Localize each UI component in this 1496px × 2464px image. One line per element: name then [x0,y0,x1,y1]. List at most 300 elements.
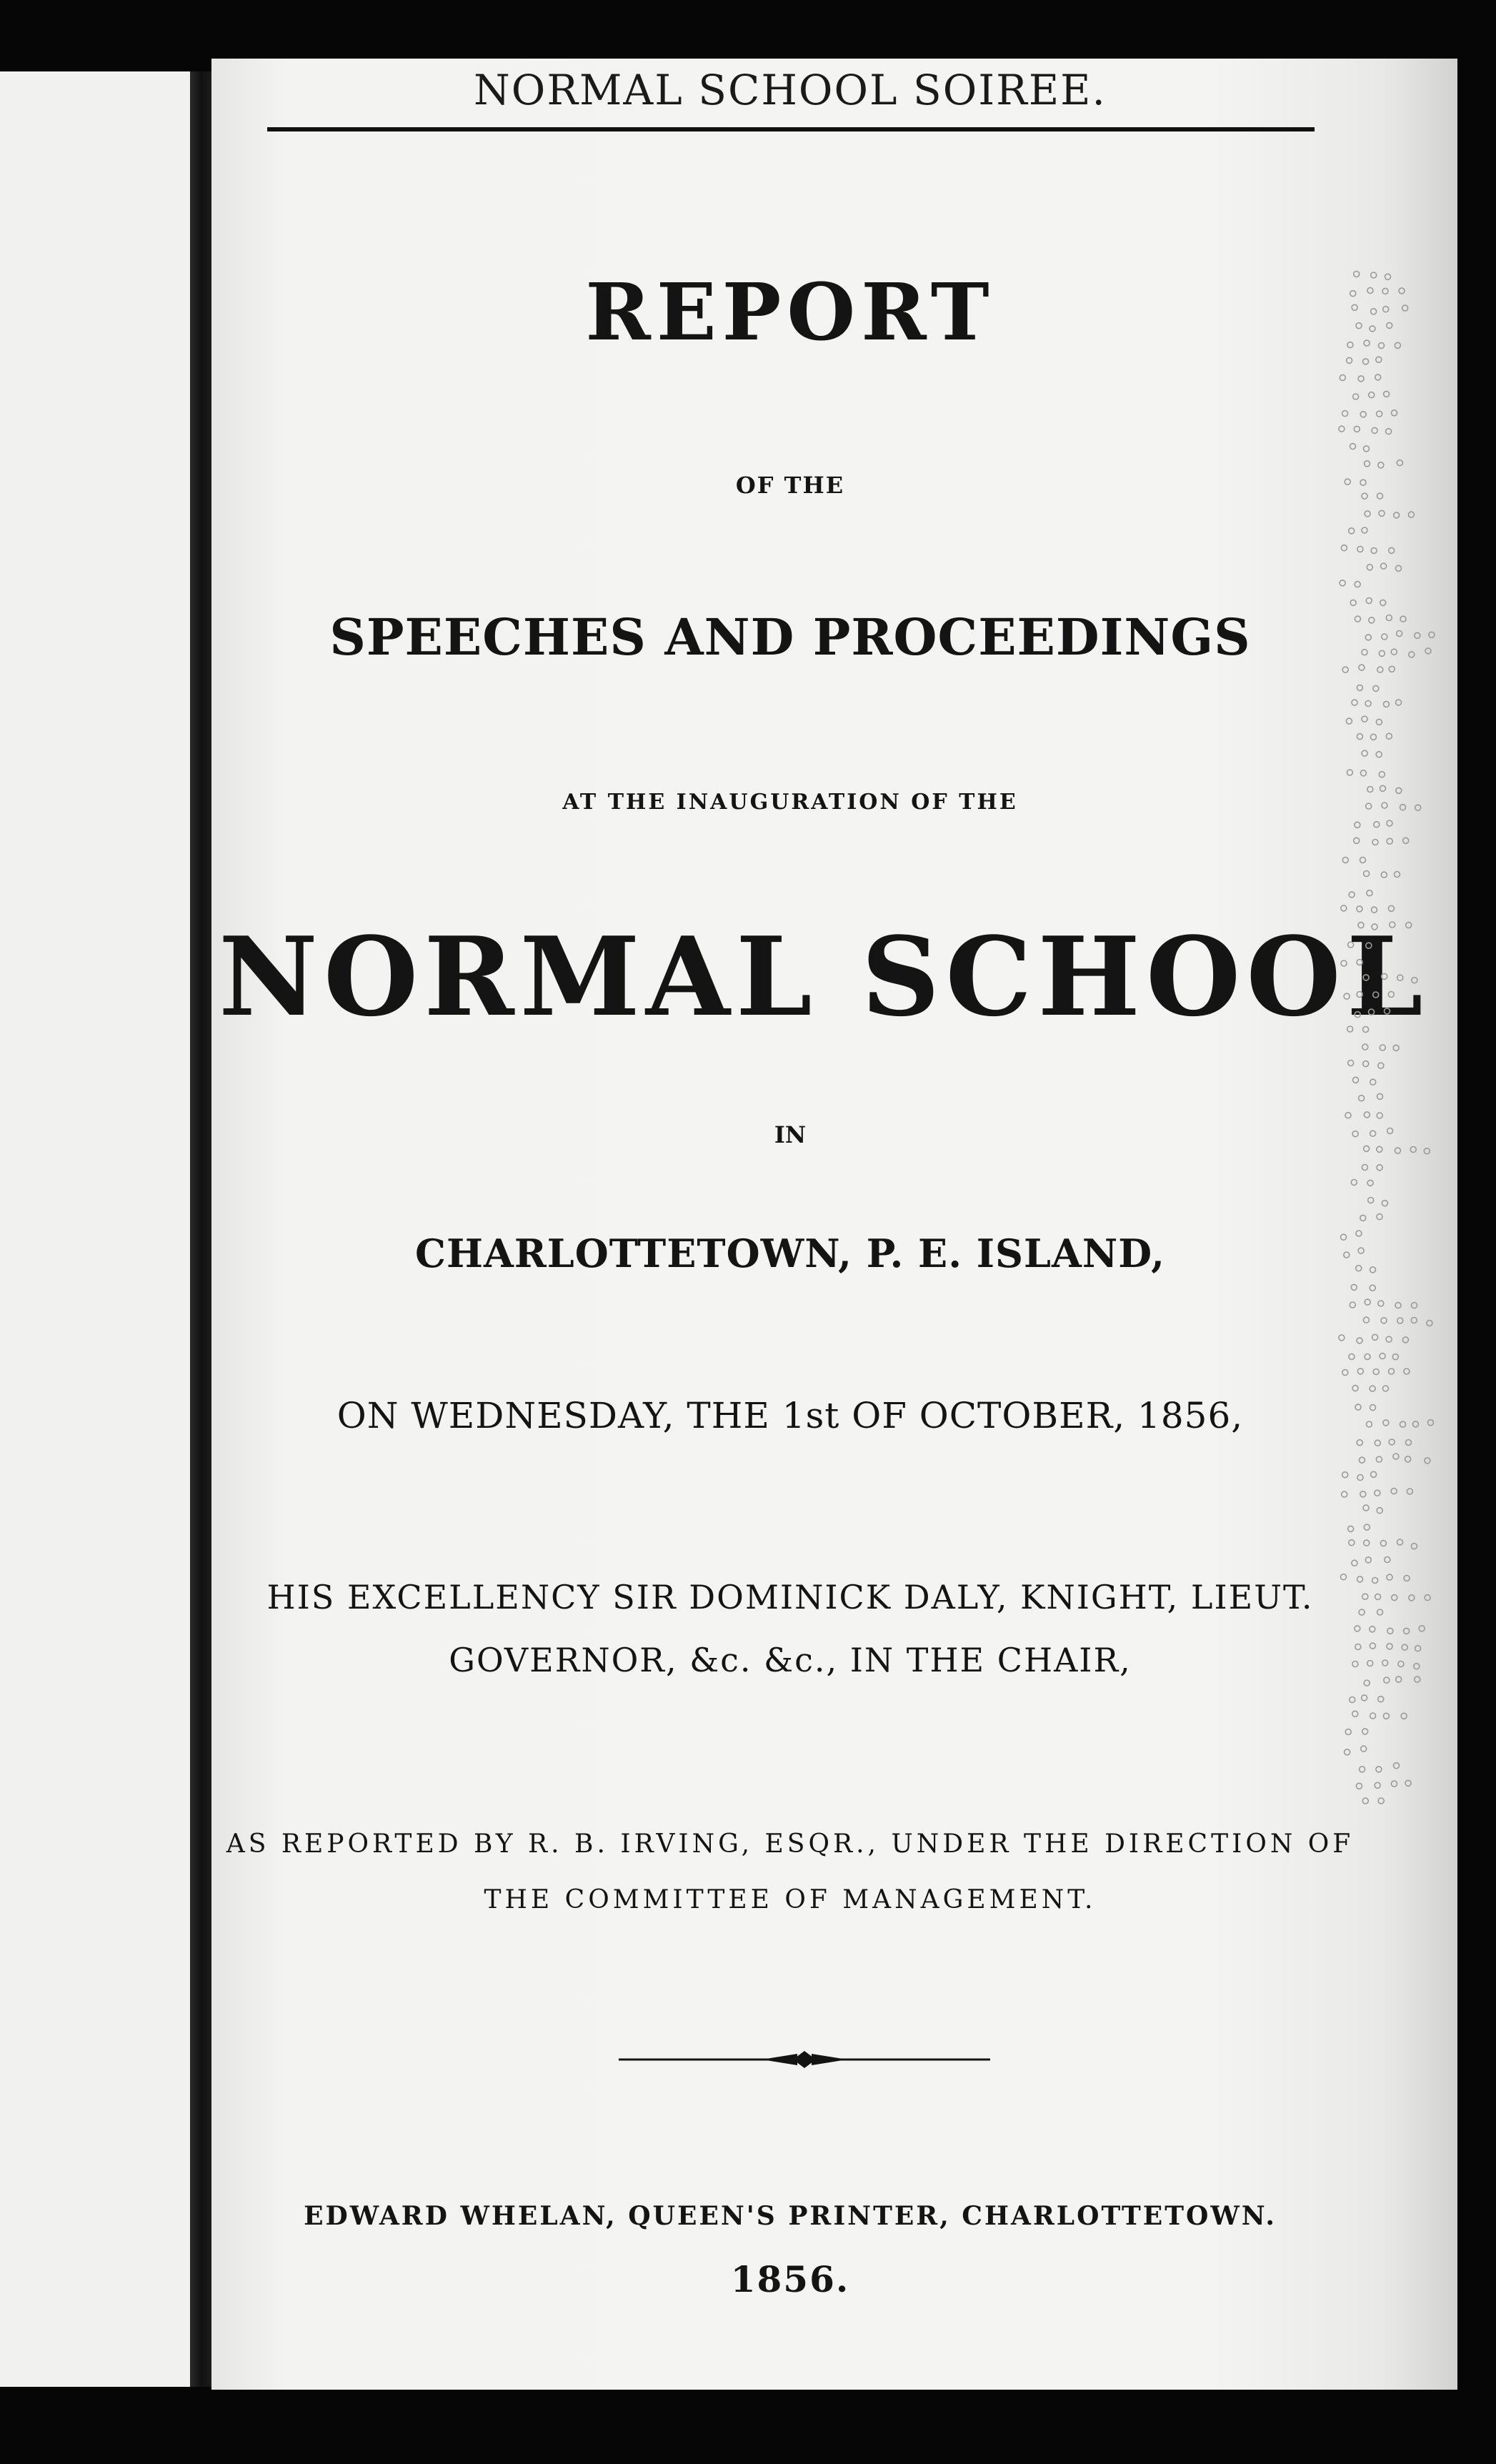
perforation-hole [1374,822,1380,828]
perforation-hole [1377,1113,1382,1118]
perforation-hole [1369,1009,1375,1015]
perforation-hole [1404,1576,1410,1581]
perforation-hole [1404,1368,1410,1374]
perforation-hole [1353,394,1359,399]
perforation-hole [1378,1063,1384,1068]
perforation-hole [1387,322,1392,328]
perforation-hole [1352,1131,1358,1137]
perforation-hole [1380,1541,1386,1546]
perforation-hole [1356,1231,1362,1236]
perforation-hole [1384,391,1390,397]
perforation-hole [1402,1644,1407,1650]
perforation-hole [1362,1729,1368,1734]
title-page [211,59,1457,2390]
perforation-hole [1344,1252,1350,1258]
perforation-hole [1372,924,1377,930]
perforation-hole [1359,1609,1365,1615]
perforation-hole [1345,1749,1350,1755]
perforation-hole [1347,357,1352,363]
perforation-hole [1360,1767,1365,1772]
perforation-hole [1362,1165,1367,1171]
perforation-hole [1355,616,1360,622]
perforation-hole [1386,615,1392,621]
facing-blank-page [0,71,201,2387]
perforation-hole [1371,548,1377,554]
perforation-hole [1370,1267,1376,1273]
perforation-hole [1397,1539,1403,1545]
perforation-hole [1377,1146,1382,1152]
perforation-hole [1425,648,1431,654]
perforation-hole [1371,1471,1377,1477]
perforation-hole [1357,1475,1363,1481]
perforation-hole [1349,1540,1355,1546]
perforation-hole [1413,1421,1419,1427]
perforation-hole [1384,1677,1390,1683]
perforation-hole [1383,1420,1389,1426]
perforation-hole [1377,1214,1382,1220]
perforation-hole [1339,426,1345,432]
perforation-hole [1379,510,1385,516]
perforation-hole [1382,803,1387,808]
perforation-hole [1366,1421,1372,1427]
perforation-hole [1359,1096,1365,1101]
perforation-hole [1362,493,1367,499]
year-line: 1856. [730,2258,850,2300]
perforation-hole [1396,788,1402,793]
perforation-hole [1354,272,1360,277]
perforation-hole [1356,1783,1362,1789]
perforation-hole [1387,1574,1392,1580]
perforation-hole [1391,1489,1397,1494]
perforation-hole [1395,1148,1400,1153]
perforation-hole [1371,272,1377,278]
perforation-hole [1376,1456,1382,1462]
perforation-hole [1373,1369,1379,1375]
perforation-hole [1391,649,1397,655]
ornamental-rule [619,2045,990,2074]
perforation-hole [1373,992,1379,998]
perforation-hole [1370,1626,1375,1632]
reported-line-1: AS REPORTED BY R. B. IRVING, ESQR., UNDER THE DIRECTION OF [226,1829,1355,1859]
perforation-hole [1381,563,1387,569]
perforation-hole [1366,803,1372,809]
perforation-hole [1358,923,1364,928]
perforation-hole [1365,1299,1370,1305]
perforation-hole [1350,291,1356,297]
perforation-hole [1356,323,1362,329]
perforation-hole [1349,892,1355,898]
perforation-hole [1363,1317,1369,1323]
perforation-hole [1345,479,1350,485]
perforation-hole [1383,701,1389,707]
perforation-hole [1367,1661,1373,1666]
perforation-hole [1377,1609,1383,1615]
report-title: REPORT [585,266,995,358]
perforation-hole [1378,1798,1384,1804]
perforation-hole [1372,427,1377,433]
perforation-hole [1367,288,1373,294]
stitching-perforations [1326,266,1440,1838]
perforation-hole [1387,820,1392,826]
perforation-hole [1364,1524,1370,1530]
perforation-hole [1393,1454,1399,1459]
perforation-hole [1357,685,1362,690]
chair-line-1: HIS EXCELLENCY SIR DOMINICK DALY, KNIGHT, LIEUT. [266,1578,1314,1616]
perforation-hole [1355,582,1360,587]
perforation-hole [1412,978,1417,983]
perforation-hole [1386,1336,1392,1342]
perforation-hole [1355,822,1360,828]
perforation-hole [1375,1594,1381,1599]
perforation-hole [1375,1440,1380,1446]
perforation-hole [1408,512,1414,517]
perforation-hole [1406,923,1412,928]
perforation-hole [1397,975,1403,980]
perforation-hole [1370,734,1376,740]
perforation-hole [1360,480,1366,485]
perforation-hole [1383,307,1389,312]
perforation-hole [1377,1508,1382,1514]
perforation-hole [1352,1560,1357,1566]
perforation-hole [1400,1421,1406,1427]
perforation-hole [1342,667,1348,672]
perforation-hole [1357,1440,1362,1446]
perforation-hole [1360,1215,1366,1221]
perforation-hole [1364,1112,1370,1118]
perforation-hole [1429,632,1435,637]
perforation-hole [1419,1626,1425,1631]
perforation-hole [1352,700,1357,705]
perforation-hole [1362,1044,1368,1050]
perforation-hole [1405,1456,1411,1462]
perforation-hole [1395,872,1400,878]
perforation-hole [1365,1354,1370,1360]
perforation-hole [1364,1146,1370,1151]
perforation-hole [1371,309,1377,314]
perforation-hole [1355,1626,1360,1631]
perforation-hole [1392,1595,1397,1601]
perforation-hole [1372,1334,1378,1340]
perforation-hole [1415,805,1421,810]
perforation-hole [1360,412,1366,417]
perforation-hole [1376,752,1382,757]
perforation-hole [1382,634,1387,640]
perforation-hole [1395,342,1400,348]
perforation-hole [1347,1026,1353,1032]
perforation-hole [1361,1746,1367,1752]
perforation-hole [1380,1045,1385,1050]
perforation-hole [1362,650,1367,655]
perforation-hole [1370,1386,1375,1391]
place-line: CHARLOTTETOWN, P. E. ISLAND, [415,1231,1165,1276]
perforation-hole [1397,1318,1403,1323]
perforation-hole [1340,580,1345,586]
perforation-hole [1387,1628,1393,1634]
perforation-hole [1370,1079,1376,1085]
perforation-hole [1350,1697,1355,1703]
perforation-hole [1342,1491,1347,1497]
perforation-hole [1360,770,1366,776]
perforation-hole [1392,1781,1397,1787]
perforation-hole [1376,357,1382,362]
perforation-hole [1358,1248,1364,1253]
perforation-hole [1388,992,1394,998]
perforation-hole [1369,617,1375,623]
perforation-hole [1341,960,1347,966]
perforation-hole [1389,666,1395,672]
date-line: ON WEDNESDAY, THE 1st OF OCTOBER, 1856, [336,1395,1244,1436]
perforation-hole [1363,359,1369,364]
perforation-hole [1415,632,1420,638]
perforation-hole [1409,1595,1415,1601]
perforation-hole [1357,547,1363,552]
perforation-hole [1342,858,1348,863]
perforation-hole [1427,1321,1432,1326]
perforation-hole [1387,1644,1392,1649]
perforation-hole [1362,750,1367,756]
perforation-hole [1400,805,1406,810]
perforation-hole [1363,1027,1369,1033]
perforation-hole [1357,734,1362,740]
perforation-hole [1350,444,1356,449]
perforation-hole [1357,906,1362,912]
perforation-hole [1372,1578,1378,1584]
perforation-hole [1368,1198,1374,1203]
perforation-hole [1357,1576,1363,1582]
perforation-hole [1359,1457,1365,1463]
chair-line-2: GOVERNOR, &c. &c., IN THE CHAIR, [449,1641,1132,1679]
perforation-hole [1375,374,1381,380]
perforation-hole [1362,716,1367,722]
perforation-hole [1365,461,1370,467]
perforation-hole [1362,1594,1368,1599]
perforation-hole [1403,838,1409,843]
perforation-hole [1348,1526,1354,1531]
perforation-hole [1406,1440,1412,1446]
in-line: IN [774,1121,807,1148]
perforation-hole [1351,1284,1357,1290]
perforation-hole [1389,547,1395,553]
perforation-hole [1373,685,1379,691]
perforation-hole [1352,1386,1358,1391]
perforation-hole [1404,1628,1410,1634]
perforation-hole [1352,304,1357,310]
perforation-hole [1378,462,1384,468]
perforation-hole [1357,1338,1362,1343]
perforation-hole [1352,1661,1358,1667]
perforation-hole [1375,1490,1380,1496]
perforation-hole [1357,960,1362,965]
perforation-hole [1347,342,1353,348]
perforation-hole [1396,700,1402,705]
perforation-hole [1401,1713,1407,1719]
perforation-hole [1425,1595,1430,1601]
perforation-hole [1360,1491,1366,1497]
perforation-hole [1346,718,1352,724]
perforation-hole [1388,905,1394,911]
perforation-hole [1395,1303,1401,1308]
perforation-hole [1407,1489,1412,1494]
perforation-hole [1366,598,1372,604]
perforation-hole [1399,288,1405,294]
perforation-hole [1348,1060,1354,1066]
perforation-hole [1364,340,1370,346]
perforation-hole [1344,993,1350,999]
perforation-hole [1370,1643,1375,1649]
perforation-hole [1415,1646,1421,1651]
perforation-hole [1376,719,1382,725]
perforation-hole [1383,1713,1389,1719]
printer-line: EDWARD WHELAN, QUEEN'S PRINTER, CHARLOTTETOWN. [304,2201,1277,2231]
perforation-hole [1370,1405,1376,1411]
perforation-hole [1370,326,1375,332]
perforation-hole [1363,1505,1369,1511]
perforation-hole [1397,460,1402,466]
perforation-hole [1378,1697,1384,1702]
perforation-hole [1357,1368,1363,1374]
perforation-hole [1382,1386,1388,1391]
perforation-hole [1351,1180,1357,1186]
perforation-hole [1345,1729,1351,1735]
perforation-hole [1385,1557,1390,1563]
perforation-hole [1387,838,1392,844]
perforation-hole [1402,305,1408,311]
perforation-hole [1397,631,1402,637]
perforation-hole [1365,701,1371,707]
perforation-hole [1393,1045,1399,1050]
perforation-hole [1360,858,1366,863]
perforation-hole [1377,411,1382,417]
perforation-hole [1382,1660,1388,1666]
perforation-hole [1379,343,1385,349]
perforation-hole [1367,787,1373,793]
of-the-line: OF THE [735,472,845,499]
perforation-hole [1380,1353,1385,1359]
perforation-hole [1342,411,1348,417]
perforation-hole [1366,943,1372,948]
perforation-hole [1340,375,1345,381]
perforation-hole [1364,871,1370,877]
reported-line-2: THE COMMITTEE OF MANAGEMENT. [484,1885,1097,1914]
perforation-hole [1376,1767,1382,1772]
perforation-hole [1349,528,1355,534]
perforation-hole [1357,992,1362,998]
perforation-hole [1354,838,1360,843]
perforation-hole [1349,1354,1355,1360]
perforation-hole [1359,665,1365,670]
perforation-hole [1345,1113,1351,1118]
perforation-hole [1402,1337,1408,1343]
speeches-line: SPEECHES AND PROCEEDINGS [329,607,1251,667]
perforation-hole [1355,1404,1361,1410]
perforation-hole [1379,650,1385,656]
perforation-hole [1362,1695,1367,1701]
perforation-hole [1409,652,1415,657]
perforation-hole [1367,565,1372,570]
perforation-hole [1369,392,1375,398]
perforation-hole [1382,288,1388,294]
perforation-hole [1427,1420,1433,1426]
perforation-hole [1364,1540,1370,1546]
perforation-hole [1380,785,1386,791]
perforation-hole [1385,1008,1390,1014]
perforation-hole [1347,770,1352,775]
perforation-hole [1370,1131,1376,1136]
perforation-hole [1387,1128,1393,1134]
perforation-hole [1348,942,1354,948]
perforation-hole [1341,1234,1347,1240]
perforation-hole [1342,1472,1348,1478]
perforation-hole [1365,635,1371,640]
perforation-hole [1385,274,1391,279]
perforation-hole [1386,733,1392,739]
perforation-hole [1379,772,1385,778]
perforation-hole [1390,922,1395,928]
perforation-hole [1377,1165,1382,1171]
perforation-hole [1392,1354,1398,1360]
perforation-hole [1389,1368,1395,1374]
perforation-hole [1341,905,1347,911]
perforation-hole [1354,426,1360,432]
perforation-hole [1350,600,1356,605]
perforation-hole [1392,410,1397,416]
running-head: NORMAL SCHOOL SOIREE. [474,66,1107,114]
perforation-hole [1386,429,1392,434]
perforation-hole [1370,1285,1375,1291]
perforation-hole [1410,1147,1416,1153]
perforation-hole [1352,1711,1358,1717]
perforation-hole [1380,600,1386,605]
perforation-hole [1394,1763,1400,1769]
perforation-hole [1362,1798,1368,1804]
perforation-hole [1353,1077,1359,1083]
perforation-hole [1396,565,1402,571]
perforation-hole [1372,907,1377,913]
perforation-hole [1424,1148,1430,1154]
perforation-hole [1375,1782,1380,1788]
perforation-hole [1381,1318,1387,1323]
perforation-hole [1350,1302,1355,1308]
perforation-hole [1400,616,1406,622]
perforation-hole [1339,1335,1345,1341]
perforation-hole [1411,1544,1417,1549]
perforation-hole [1381,872,1387,878]
perforation-hole [1425,1458,1430,1464]
perforation-hole [1365,1557,1371,1563]
perforation-hole [1412,1303,1417,1308]
perforation-hole [1355,1644,1361,1650]
perforation-hole [1363,1061,1369,1067]
perforation-hole [1377,493,1383,499]
perforation-hole [1364,1680,1370,1686]
perforation-hole [1415,1676,1420,1682]
perforation-hole [1367,890,1372,896]
normal-school-title: NORMAL SCHOOL [219,913,1429,1040]
perforation-hole [1398,1661,1404,1667]
perforation-hole [1355,1012,1360,1018]
perforation-hole [1356,1266,1362,1271]
perforation-hole [1382,1201,1387,1206]
perforation-hole [1382,973,1387,979]
perforation-hole [1358,376,1364,382]
running-head-rule [267,127,1315,131]
perforation-hole [1364,446,1370,452]
perforation-hole [1394,512,1400,518]
perforation-hole [1341,545,1347,551]
perforation-hole [1362,527,1367,533]
perforation-hole [1365,511,1370,517]
inauguration-line: AT THE INAUGURATION OF THE [562,790,1018,815]
